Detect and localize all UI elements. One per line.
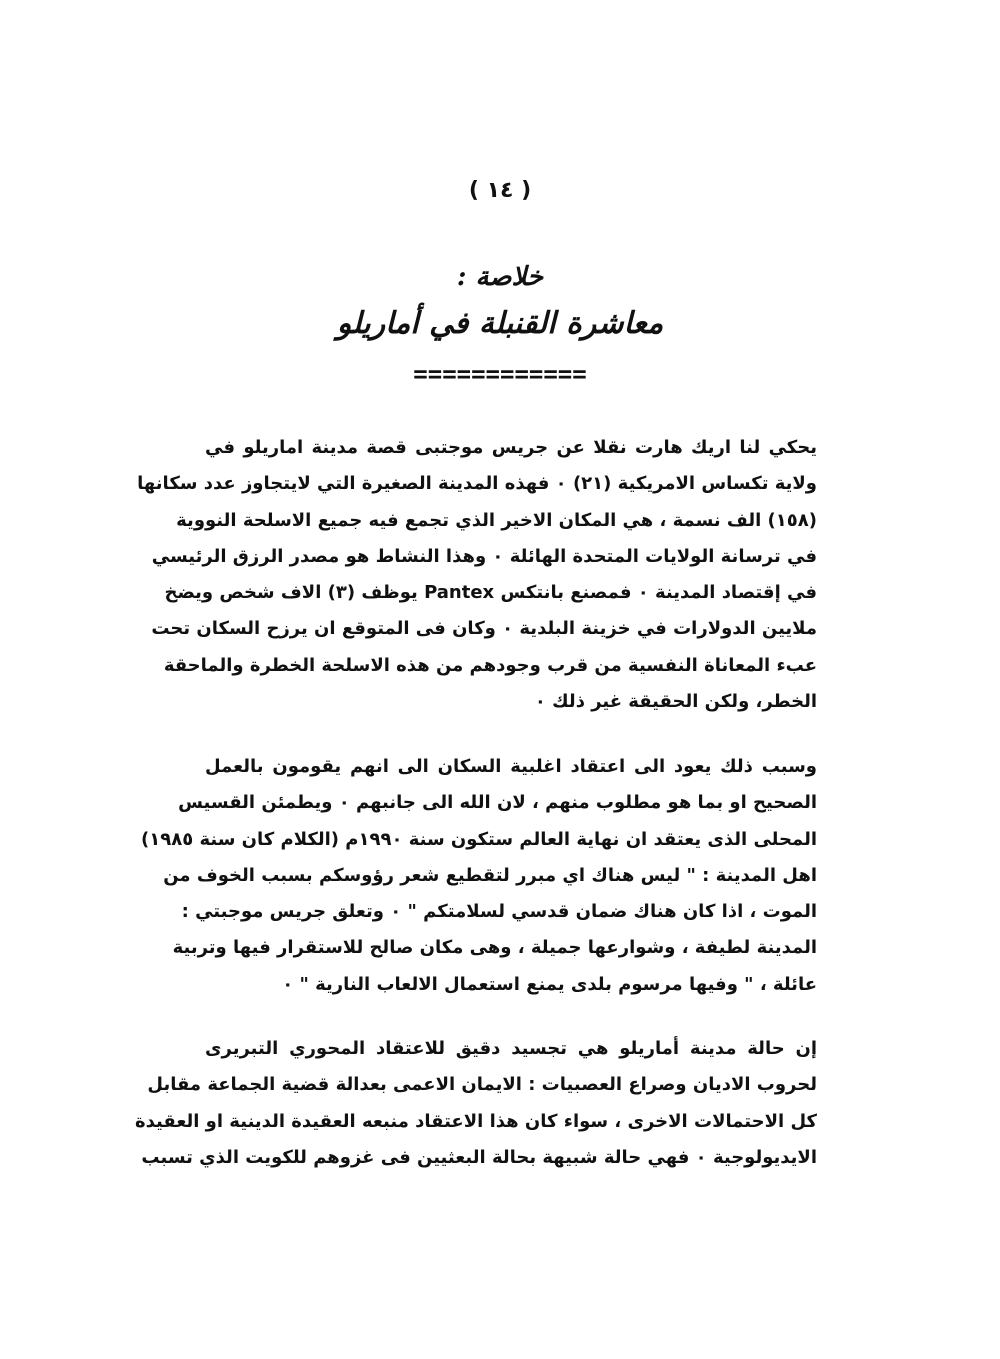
text-line: لحروب الاديان وصراع العصبيات : الايمان الاعمى بعدالة قضية الجماعة مقابل <box>147 1074 817 1096</box>
paragraph-3 <box>135 1031 817 1176</box>
text-line: ولاية تكساس الامريكية (٢١) ٠ فهذه المدينة الصغيرة التي لايتجاوز عدد سكانها <box>137 473 817 495</box>
text-line: إن حالة مدينة أماريلو هي تجسيد دقيق للاعتقاد المحوري التبريرى <box>205 1038 817 1059</box>
text-line: في إقتصاد المدينة ٠ فمصنع بانتكس Pantex يوظف (٣) الاف شخص ويضخ <box>164 582 817 604</box>
text-line: كل الاحتمالات الاخرى ، سواء كان هذا الاعتقاد منبعه العقيدة الدينية او العقيدة <box>135 1110 817 1132</box>
section-label: خلاصة : <box>456 262 544 292</box>
text-line: الايديولوجية ٠ فهي حالة شبيهة بحالة البعثيين فى غزوهم للكويت الذي تسبب <box>141 1146 817 1168</box>
text-line: اهل المدينة : " ليس هناك اي مبرر لتقطيع شعر رؤوسكم بسبب الخوف من <box>163 864 817 886</box>
section-title: معاشرة القنبلة في أماريلو <box>336 306 664 341</box>
text-line: وسبب ذلك يعود الى اعتقاد اغلبية السكان الى انهم يقومون بالعمل <box>205 756 817 777</box>
text-line: الصحيح او بما هو مطلوب منهم ، لان الله الى جانبهم ٠ ويطمئن القسيس <box>178 792 817 814</box>
paragraph-2 <box>141 749 817 1003</box>
text-line: ملايين الدولارات في خزينة البلدية ٠ وكان فى المتوقع ان يرزح السكان تحت <box>151 618 817 640</box>
text-line: عبء المعاناة النفسية من قرب وجودهم من هذه الاسلحة الخطرة والماحقة <box>163 654 817 676</box>
text-line: يحكي لنا اريك هارت نقلا عن جريس موجتبى قصة مدينة اماريلو في <box>205 437 817 458</box>
page-number: ( ١٤ ) <box>468 178 532 203</box>
paragraph-1 <box>137 430 817 720</box>
title-divider: ============ <box>413 360 587 388</box>
text-line: الخطر، ولكن الحقيقة غير ذلك ٠ <box>534 691 817 713</box>
text-line: في ترسانة الولايات المتحدة الهائلة ٠ وهذا النشاط هو مصدر الرزق الرئيسي <box>151 545 817 567</box>
text-line: المحلى الذى يعتقد ان نهاية العالم ستكون سنة ١٩٩٠م (الكلام كان سنة ١٩٨٥) <box>141 828 817 850</box>
text-line: (١٥٨) الف نسمة ، هي المكان الاخير الذي تجمع فيه جميع الاسلحة النووية <box>176 509 817 531</box>
text-line: الموت ، اذا كان هناك ضمان قدسي لسلامتكم " ٠ وتعلق جريس موجبتي : <box>181 901 817 923</box>
text-line: عائلة ، " وفيها مرسوم بلدى يمنع استعمال الالعاب النارية " ٠ <box>282 973 817 995</box>
text-line: المدينة لطيفة ، وشوارعها جميلة ، وهى مكان صالح للاستقرار فيها وتربية <box>172 937 817 959</box>
